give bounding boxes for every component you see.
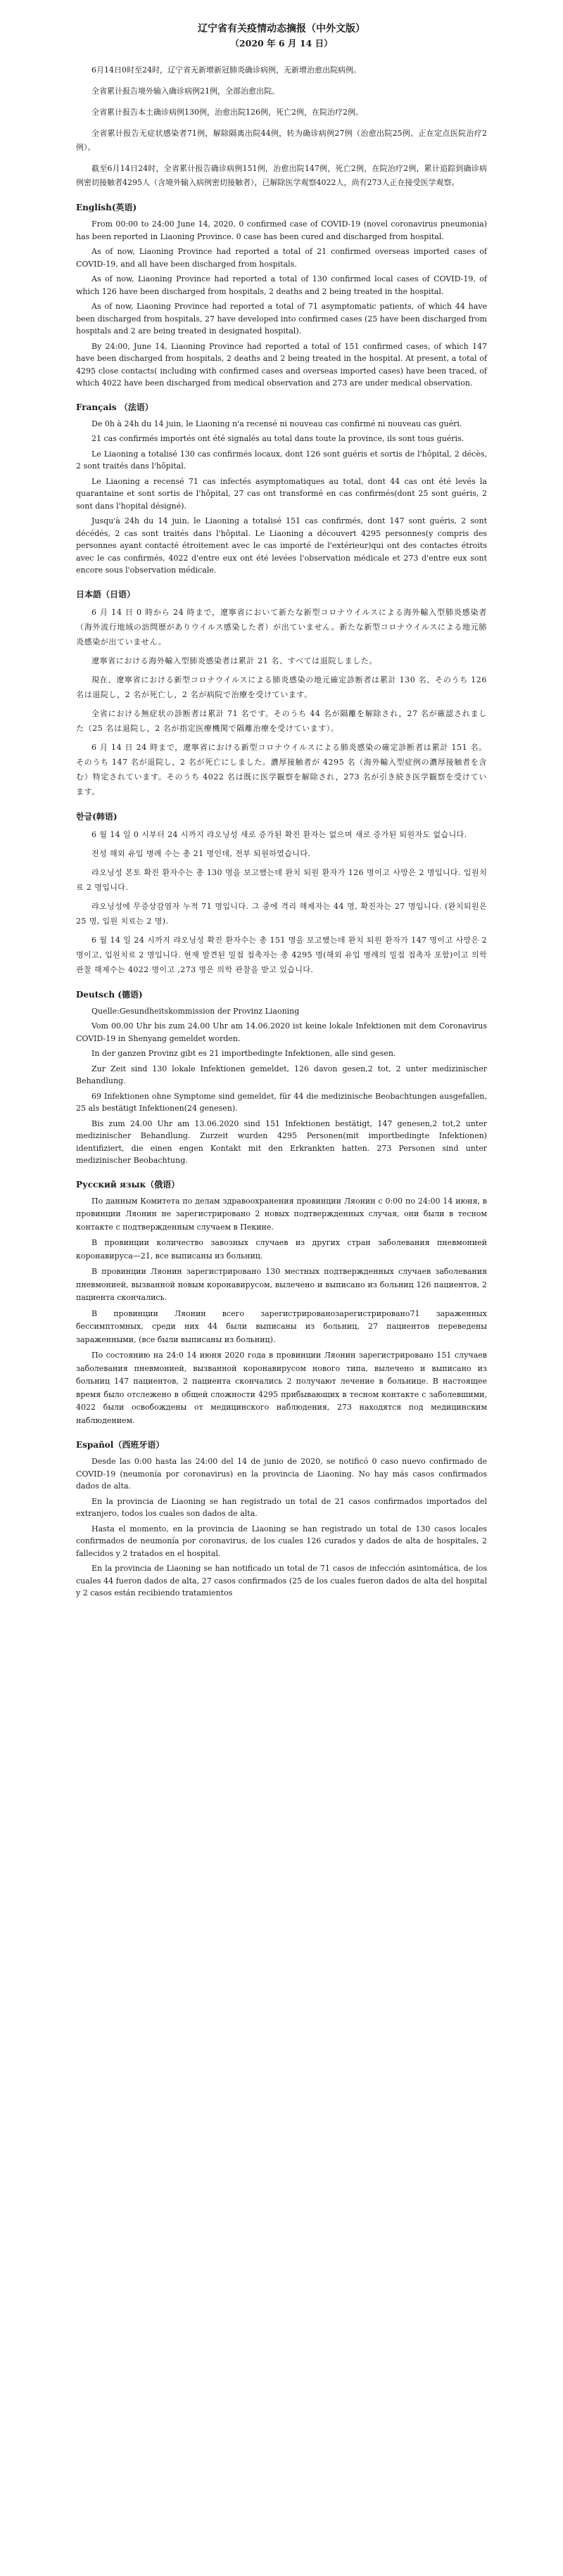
section-zh bbox=[76, 63, 487, 190]
document-page bbox=[76, 21, 487, 1611]
section-heading: Русский язык（俄语） bbox=[76, 1179, 180, 1190]
paragraph: From 00:00 to 24:00 June 14, 2020, 0 confirmed case of COVID-19 (novel coronavirus pneumonia) has been reported in Liaoning Province. 0 case has been cured and discharged from hospital. bbox=[76, 219, 487, 241]
paragraph: 6 월 14 일 24 시까지 랴오닝성 확진 환자수는 총 151 명을 보고했는데 완치 퇴원 환자가 147 명이고 사망은 2 명이고, 입원치료 2 명입니다. 현재 발견된 밀접 접촉자는 총 4295 명(해외 유입 병례의 밀접 접촉자 포함)이고 의학 관찰 해제수는 4022 명이고 ,273 명은 의학 관찰을 받고 있습니다. bbox=[76, 935, 487, 974]
paragraph: By 24:00, June 14, Liaoning Province had reported a total of 151 confirmed cases, of which 147 have been discharged from hospitals, 2 deaths and 2 being treated in the hospital. At present, a total of 4295 close contacts( including with confirmed cases and overseas imported cases) have been traced, of which 4022 have been discharged from medical observation and 273 are under medical observation. bbox=[76, 341, 487, 388]
paragraph: Le Liaoning a totalisé 130 cas confirmés locaux, dont 126 sont guéris et sortis de l'hôpital, 2 décès, 2 sont traités dans l'hôpital. bbox=[76, 449, 487, 471]
paragraph: Hasta el momento, en la provincia de Liaoning se han registrado un total de 130 casos locales confirmados de neumonía por coronavirus, de los cuales 126 curados y dados de alta de hospitales, 2 fallecidos y 2 tratados en el hospital. bbox=[76, 1524, 487, 1558]
paragraph: Le Liaoning a recensé 71 cas infectés asymptomatiques au total, dont 44 cas ont été levés la quarantaine et sont sortis de l'hôpital, 27 cas ont transformé en cas confirmés(dont 25 sont guéris, 2 sont dans l'hopital désigné). bbox=[76, 476, 487, 511]
paragraph: As of now, Liaoning Province had reported a total of 130 confirmed local cases of COVID-19, of which 126 have been discharged from hospitals, 2 deaths and 2 being treated in the hospital. bbox=[76, 274, 487, 296]
paragraph: En la provincia de Liaoning se han notificado un total de 71 casos de infección asintomática, de los cuales 44 fueron dados de alta, 27 casos confirmados (25 de los cuales fueron dados de alta del hospital y 2 casos están recibiendo tratamientos bbox=[76, 1564, 487, 1598]
paragraph: 6 月 14 日 24 時まで，遼寧省における新型コロナウイルスによる肺炎感染の確定診断者は累計 151 名。そのうち 147 名が退院し，2 名が死亡にしました。濃厚接触者が 4295 名（海外輸入型症例の濃厚接触者を含む）特定されています。そのうち 4022 名は既に医学観察を解除され，273 名が引き続き医学観察を受けています。 bbox=[76, 742, 487, 796]
section-de bbox=[76, 988, 487, 1167]
section-ru bbox=[76, 1178, 487, 1428]
paragraph: 6 月 14 日 0 時から 24 時まで，遼寧省において新たな新型コロナウイルスによる海外輸入型肺炎感染者（海外流行地域の訪問歴がありウイルス感染した者）が出ていません。新たな新型コロナウイルスによる地元肺炎感染が出ていません。 bbox=[76, 607, 487, 646]
paragraph: В провинции количество завозных случаев из других стран заболевания пневмонией коронавируса—21, все выписаны из больниц. bbox=[76, 1238, 487, 1261]
paragraph: Quelle:Gesundheitskommission der Provinz Liaoning bbox=[91, 1006, 300, 1016]
paragraph: 全省累计报告本土确诊病例130例，治愈出院126例，死亡2例，在院治疗2例。 bbox=[91, 108, 363, 117]
paragraph: По данным Комитета по делам здравоохранения провинции Ляонин с 0:00 по 24:00 14 июня, в провинции Ляонин не зарегистрировано 2 новых подтвержденных случая, они были в тесном контакте с подтвержденным случаем в Пекине. bbox=[76, 1196, 487, 1232]
paragraph: 69 Infektionen ohne Symptome sind gemeldet, für 44 die medizinische Beobachtungen ausgefallen, 25 als bestätigt Infektionen(24 genesen). bbox=[76, 1091, 487, 1113]
paragraph: 全省累计报告无症状感染者71例，解除隔离出院44例，转为确诊病例27例（治愈出院25例、正在定点医院治疗2例）。 bbox=[76, 129, 487, 152]
section-fr bbox=[76, 401, 487, 577]
section-heading: Español（西班牙语） bbox=[76, 1440, 165, 1450]
paragraph: 21 cas confirmés importés ont été signalés au total dans toute la province, ils sont tous guéris. bbox=[91, 434, 464, 443]
paragraph: По состоянию на 24:0 14 июня 2020 года в провинции Ляонин зарегистрировано 151 случаев заболевания пневмонией, вызванной коронавирусом нового типа, вылечено и выписано из больниц 147 пациентов, 2 пациента скончались 2 получают лечение в больнице. В настоящее время было отслежено в общей сложности 4295 прибывающих в тесном контакте с заболевшими, 4022 были освобождены от медицинского наблюдения, 273 находятся под медицинским наблюдением. bbox=[76, 1351, 487, 1425]
section-heading: 한글(韩语) bbox=[76, 811, 118, 822]
section-ja bbox=[76, 588, 487, 799]
paragraph: 6月14日0时至24时，辽宁省无新增新冠肺炎确诊病例，无新增治愈出院病例。 bbox=[91, 65, 361, 75]
paragraph: 전성 해외 유입 병례 수는 총 21 명인데, 전부 퇴원하였습니다. bbox=[91, 848, 311, 858]
document-date: （2020 年 6 月 14 日） bbox=[230, 38, 333, 49]
paragraph: As of now, Liaoning Province had reported a total of 21 confirmed overseas imported cases of COVID-19, and all have been discharged from hospitals. bbox=[76, 247, 487, 269]
section-heading: Français （法语） bbox=[76, 402, 153, 412]
section-es bbox=[76, 1439, 487, 1600]
paragraph: 6 월 14 일 0 시부터 24 시까지 랴오닝성 새로 증가된 확진 환자는 없으며 새로 증가된 퇴원자도 없습니다. bbox=[91, 829, 467, 839]
paragraph: 截至6月14日24时，全省累计报告确诊病例151例，治愈出院147例，死亡2例，在院治疗2例，累计追踪到确诊病例密切接触者4295人（含境外输入病例密切接触者），已解除医学观察4022人，尚有273人正在接受医学观察。 bbox=[76, 164, 487, 187]
paragraph: 遼寧省における海外輸入型肺炎感染者は累計 21 名、すべては退院しました。 bbox=[91, 656, 377, 665]
section-heading: 日本語（日语） bbox=[76, 589, 136, 599]
section-en bbox=[76, 201, 487, 390]
paragraph: Desde las 0:00 hasta las 24:00 del 14 de junio de 2020, se notificó 0 caso nuevo confirmado de COVID-19 (neumonía por coronavirus) en la provincia de Liaoning. No hay más casos confirmados dados de alta. bbox=[76, 1457, 487, 1491]
sections-container bbox=[76, 63, 487, 1600]
paragraph: 現在、遼寧省における新型コロナウイルスによる肺炎感染の地元確定診断者は累計 130 名、そのうち 126 名は退院し，2 名が死亡し，2 名が病院で治療を受けています。 bbox=[76, 675, 487, 699]
section-heading: English(英语) bbox=[76, 203, 137, 212]
section-ko bbox=[76, 810, 487, 977]
paragraph: As of now, Liaoning Province had reported a total of 71 asymptomatic patients, of which 44 have been discharged from hospitals, 27 have developed into confirmed cases (25 have been discharged from hospitals and 2 are being treated in designated hospital). bbox=[76, 302, 487, 336]
paragraph: Bis zum 24.00 Uhr am 13.06.2020 sind 151 Infektionen bestätigt, 147 genesen,2 tot,2 unter medizinischer Behandlung. Zurzeit wurden 4295 Personen(mit importbedingte Infektionen) identifiziert, die einen engen Kontakt mit den Erkrankten hatten. 273 Personen sind unter medizinischer Beobachtung. bbox=[76, 1118, 487, 1165]
paragraph: В провинции Ляонин всего зарегистрированозарегистрировано71 зараженных бессимптомных, среди них 44 были выписаны из больниц, 27 пациентов переведены зараженными, (все были выписаны из больниц). bbox=[76, 1308, 487, 1344]
paragraph: 랴오닝성에 무증상감염자 누적 71 명입니다. 그 중에 격리 해제자는 44 명, 확진자는 27 명입니다. (완치퇴원은 25 명, 입원 치료는 2 명). bbox=[76, 901, 487, 926]
paragraph: 랴오닝성 본토 확진 환자수는 총 130 명을 보고했는데 완치 퇴원 환자가 126 명이고 사망은 2 명입니다. 입원치료 2 명입니다. bbox=[76, 867, 487, 892]
paragraph: En la provincia de Liaoning se han registrado un total de 21 casos confirmados importados del extranjero, todos los cuales son dados de alta. bbox=[76, 1496, 487, 1518]
paragraph: De 0h à 24h du 14 juin, le Liaoning n'a recensé ni nouveau cas confirmé ni nouveau cas guéri. bbox=[91, 419, 462, 428]
paragraph: Vom 00.00 Uhr bis zum 24.00 Uhr am 14.06.2020 ist keine lokale Infektionen mit dem Coronavirus COVID-19 in Shenyang gemeldet worden. bbox=[76, 1021, 487, 1043]
paragraph: В провинции Ляонин зарегистрировано 130 местных подтвержденных случаев заболевания пневмонией, вызванной новым коронавирусом, вылечено и выписано из больниц 126 пациентов, 2 пациента скончались. bbox=[76, 1267, 487, 1302]
paragraph: 全省累计报告境外输入确诊病例21例，全部治愈出院。 bbox=[91, 87, 279, 96]
paragraph: In der ganzen Provinz gibt es 21 importbedingte Infektionen, alle sind gesen. bbox=[91, 1049, 396, 1058]
section-heading: Deutsch (德语) bbox=[76, 989, 143, 1000]
paragraph: Jusqu'à 24h du 14 juin, le Liaoning a totalisé 151 cas confirmés, dont 147 sont guéris, 2 sont décédés, 2 cas sont traités dans l'hôpital. Le Liaoning a découvert 4295 personnes(y compris des personnes ayant contacté étroitement avec le cas importé de l'extérieur)qui ont des contactes étroits avec le cas confirmés, 4022 d'entre eux ont été levées l'observation médicale et 273 d'entre eux sont encore sous l'observation médicale. bbox=[76, 516, 487, 575]
paragraph: 全省における無症状の診断者は累計 71 名です。そのうち 44 名が隔離を解除され，27 名が確認されました（25 名は退院し，2 名が指定医療機関で隔離治療を受けています）。 bbox=[76, 708, 487, 733]
paragraph: Zur Zeit sind 130 lokale Infektionen gemeldet, 126 davon gesen,2 tot, 2 unter medizinischer Behandlung. bbox=[76, 1064, 487, 1085]
document-title: 辽宁省有关疫情动态摘报（中外文版） bbox=[198, 23, 365, 34]
